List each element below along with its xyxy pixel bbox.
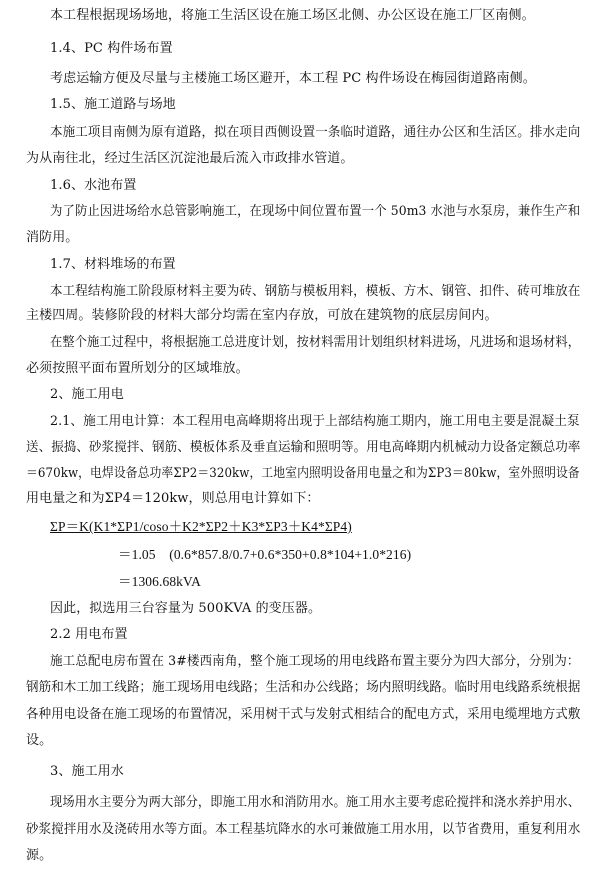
paragraph-line: 设。 [26,733,53,748]
paragraph-line: ＝670kw，电焊设备总功率ΣP2＝320kw，工地室内照明设备用电量之和为ΣP3＝80kw，室外照明设备 [26,466,580,481]
paragraph-line: 砂浆搅拌用水及浇砖用水等方面。本工程基坑降水的水可兼做施工用水用，以节省费用，重复利用水 [26,822,581,837]
paragraph-line: 2.1、施工用电计算：本工程用电高峰期将出现于上部结构施工期内，施工用电主要是混凝土泵 [50,414,580,429]
paragraph-line: 用电量之和为ΣP4＝120kw，则总用电计算如下： [26,491,320,506]
paragraph-line: 各种用电设备在施工现场的布置情况，采用树干式与发射式相结合的配电方式，采用电缆埋地方式敷 [26,707,581,722]
paragraph-line: 本工程根据现场场地，将施工生活区设在施工场区北侧、办公区设在施工厂区南侧。 [50,8,535,23]
section-heading: 2.2 用电布置 [50,627,128,642]
paragraph-line: 考虑运输方便及尽量与主楼施工场区避开，本工程 PC 构件场设在梅园街道路南侧。 [50,71,536,86]
paragraph-line: 源。 [26,848,53,863]
section-heading: 2、施工用电 [50,387,124,402]
section-heading: 1.5、施工道路与场地 [50,97,176,112]
paragraph-line: 必须按照平面布置所划分的区域堆放。 [26,361,249,376]
section-heading: 1.6、水池布置 [50,178,137,193]
section-heading: 3、施工用水 [50,764,124,779]
paragraph-line: 钢筋和木工加工线路；施工现场用电线路；生活和办公线路；场内照明线路。临时用电线路系统根据 [26,680,581,695]
paragraph-line: 本施工项目南侧为原有道路，拟在项目西侧设置一条临时道路，通往办公区和生活区。排水走向 [50,125,581,140]
formula-line: ＝1306.68kVA [118,574,201,589]
paragraph-line: 送、振捣、砂浆搅拌、钢筋、模板体系及垂直运输和照明等。用电高峰期内机械动力设备定额总功率 [26,440,581,455]
paragraph-line: 消防用。 [26,230,79,245]
paragraph-line: 本工程结构施工阶段原材料主要为砖、钢筋与模板用料，模板、方木、钢管、扣件、砖可堆放在 [50,284,581,299]
formula-line: ΣP＝K(K1*ΣP1/coso＋K2*ΣP2＋K3*ΣP3＋K4*ΣP4) [50,519,352,534]
paragraph-line: 在整个施工过程中，将根据施工总进度计划，按材料需用计划组织材料进场，凡进场和退场材料， [50,335,581,350]
section-heading: 1.4、PC 构件场布置 [50,41,173,56]
paragraph-line: 因此，拟选用三台容量为 500KVA 的变压器。 [50,601,322,616]
paragraph-line: 为了防止因进场给水总管影响施工，在现场中间位置布置一个 50m3 水池与水泵房，兼作生产和 [50,204,581,219]
paragraph-line: 主楼四周。装修阶段的材料大部分均需在室内存放，可放在建筑物的底层房间内。 [26,308,498,323]
formula-line: ＝1.05 (0.6*857.8/0.7+0.6*350+0.8*104+1.0*216) [118,547,412,562]
section-heading: 1.7、材料堆场的布置 [50,257,176,272]
paragraph-line: 施工总配电房布置在 3#楼西南角，整个施工现场的用电线路布置主要分为四大部分，分别为： [50,654,580,669]
paragraph-line: 为从南往北，经过生活区沉淀池最后流入市政排水管道。 [26,151,354,166]
paragraph-line: 现场用水主要分为两大部分，即施工用水和消防用水。施工用水主要考虑砼搅拌和浇水养护用水、 [50,795,581,810]
